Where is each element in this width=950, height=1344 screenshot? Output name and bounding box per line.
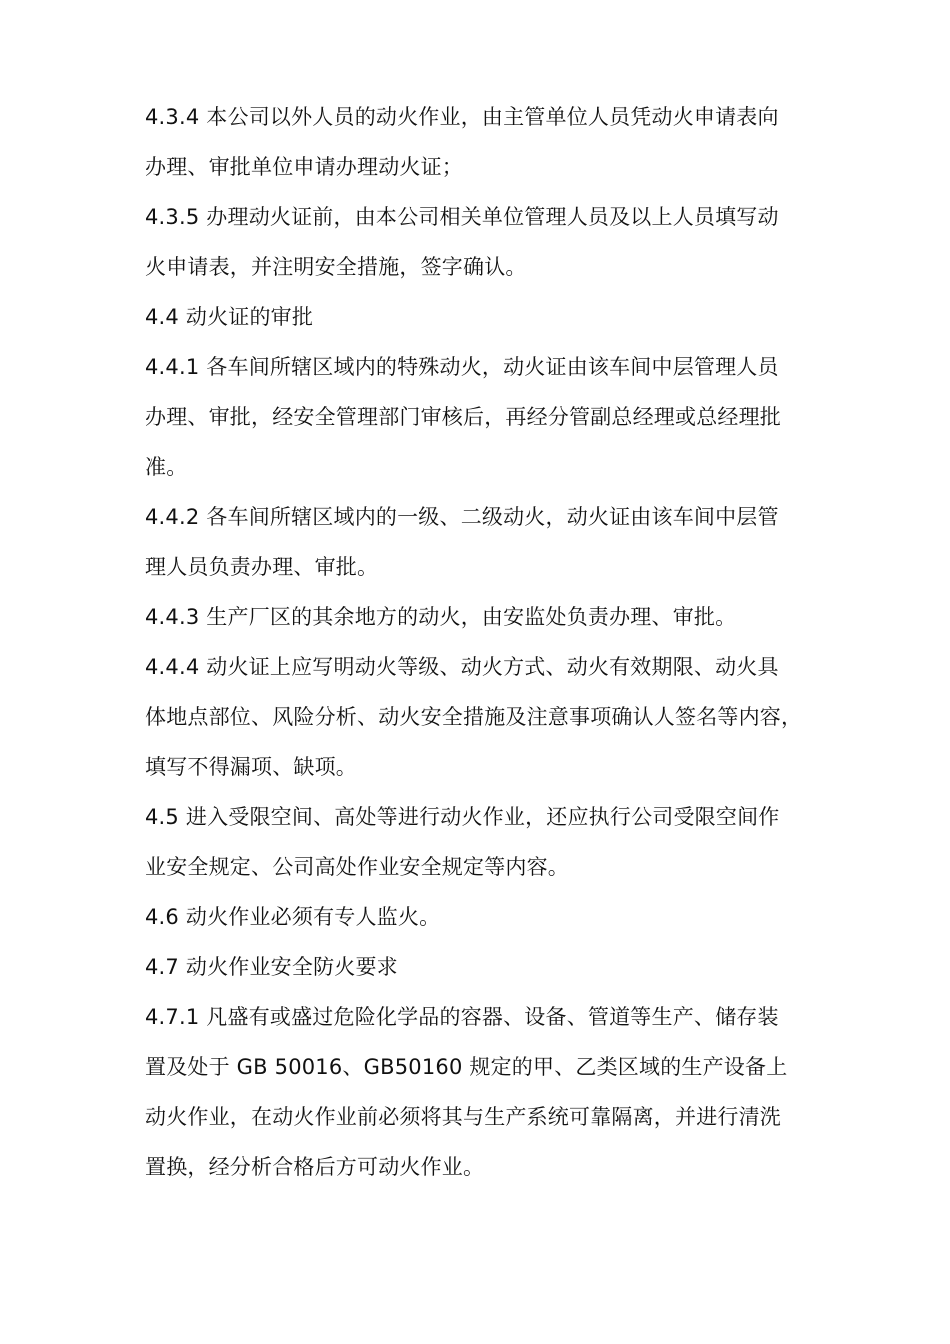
paragraph-4-4-1: 4.4.1 各车间所辖区域内的特殊动火，动火证由该车间中层管理人员 办理、审批，经安全管理部门审核后，再经分管副总经理或总经理批 准。 [145, 355, 781, 479]
paragraph-4-5: 4.5 进入受限空间、高处等进行动火作业，还应执行公司受限空间作 业安全规定、公司高处作业安全规定等内容。 [145, 805, 780, 879]
paragraph-4-4-2: 4.4.2 各车间所辖区域内的一级、二级动火，动火证由该车间中层管 理人员负责办理、审批。 [145, 505, 779, 579]
paragraph-4-6: 4.6 动火作业必须有专人监火。 [145, 905, 441, 929]
heading-4-4: 4.4 动火证的审批 [145, 305, 314, 329]
document-body [145, 92, 825, 1192]
paragraph-4-3-5: 4.3.5 办理动火证前，由本公司相关单位管理人员及以上人员填写动 火申请表，并注明安全措施，签字确认。 [145, 205, 779, 279]
paragraph-4-4-3: 4.4.3 生产厂区的其余地方的动火，由安监处负责办理、审批。 [145, 605, 737, 629]
heading-4-7: 4.7 动火作业安全防火要求 [145, 955, 398, 979]
paragraph-4-3-4: 4.3.4 本公司以外人员的动火作业，由主管单位人员凭动火申请表向 办理、审批单位申请办理动火证； [145, 105, 779, 179]
paragraph-4-4-4: 4.4.4 动火证上应写明动火等级、动火方式、动火有效期限、动火具 体地点部位、风险分析、动火安全措施及注意事项确认人签名等内容， 填写不得漏项、缺项。 [145, 655, 803, 779]
paragraph-4-7-1: 4.7.1 凡盛有或盛过危险化学品的容器、设备、管道等生产、储存装 置及处于 GB 50016、GB50160 规定的甲、乙类区域的生产设备上 动火作业，在动火作业前必须将其与生产系统可靠隔离，并进行清洗 置换，经分析合格后方可动火作业。 [145, 1005, 788, 1179]
